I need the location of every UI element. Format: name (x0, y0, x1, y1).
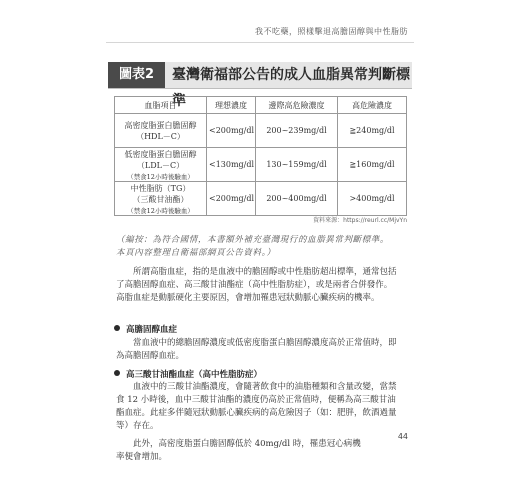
lipid-item-cell (115, 148, 207, 182)
lipid-item-name: 中性脂肪（TG） (130, 183, 191, 193)
lipid-item-cell (115, 182, 207, 216)
table-header-row (115, 97, 407, 114)
table-row (115, 114, 407, 148)
closing-paragraph: 此外，高密度脂蛋白膽固醇低於 40mg/dl 時，罹患冠心病機率便會增加。 (116, 439, 361, 462)
table-row (115, 148, 407, 182)
column-header: 高危險濃度 (338, 97, 407, 114)
lipid-standards-table (114, 96, 407, 216)
high-risk-value: >400mg/dl (338, 182, 407, 216)
section-body-hypertriglyceridemia: 血液中的三酸甘油酯濃度，會隨著飲食中的油脂種類和含量改變，當禁食 12 小時後，血中三酸甘油酯的濃度仍高於正常值時，便稱為高三酸甘油酯血症。此症多伴隨冠狀動脈心臟疾病的高危險因子（如：肥胖，飲酒過量等）存在。 (116, 382, 397, 431)
high-risk-value: ≧160mg/dl (338, 148, 407, 182)
source-citation: 資料來源：https://reurl.cc/MjvYn (313, 217, 407, 224)
editor-note: （編按：為符合國情，本書額外補充臺灣現行的血脂異常判斷標準。本頁內容整理自衛福部網頁公告資料。） (116, 235, 390, 258)
lipid-item-name: 低密度脂蛋白膽固醇 (124, 149, 197, 159)
lipid-item-name: 高密度脂蛋白膽固醇 (124, 120, 197, 130)
figure-title: 臺灣衛福部公告的成人血脂異常判斷標準 (172, 67, 410, 109)
borderline-value: 130~159mg/dl (256, 148, 338, 182)
intro-paragraph: 所謂高脂血症，指的是血液中的膽固醇或中性脂肪超出標準，通常包括了高膽固醇血症、高三酸甘油酯症（高中性脂肪症），或是兩者合併發作。高脂血症是動脈硬化主要原因，會增加罹患冠狀動脈心臟疾病的機率。 (116, 267, 397, 303)
section-heading-hypercholesterolemia (114, 323, 177, 335)
table-row (115, 182, 407, 216)
lipid-item-abbrev: （HDL－C） (136, 131, 185, 141)
section-heading-hypertriglyceridemia (114, 368, 262, 380)
running-header: 我不吃藥，照樣擊退高膽固醇與中性脂肪 (255, 27, 408, 36)
lipid-item-abbrev: （三酸甘油酯） (132, 194, 189, 204)
ideal-value: <130mg/dl (207, 148, 256, 182)
fasting-note: （禁食12小時後驗血） (127, 206, 194, 215)
column-header: 血脂項目 (115, 97, 207, 114)
section-heading-text: 高三酸甘油酯血症（高中性脂肪症） (126, 370, 263, 380)
lipid-item-cell (115, 114, 207, 148)
lipid-item-abbrev: （LDL－C） (136, 160, 185, 170)
page-number: 44 (397, 432, 408, 441)
bullet-icon (114, 325, 120, 331)
section-heading-text: 高膽固醇血症 (126, 325, 178, 335)
ideal-value: <200mg/dl (207, 114, 256, 148)
column-header: 邊際高危險濃度 (256, 97, 338, 114)
borderline-value: 200~239mg/dl (256, 114, 338, 148)
high-risk-value: ≧240mg/dl (338, 114, 407, 148)
bullet-icon (114, 370, 120, 376)
ideal-value: <200mg/dl (207, 182, 256, 216)
borderline-value: 200~400mg/dl (256, 182, 338, 216)
figure-badge: 圖表2 (108, 62, 165, 88)
column-header: 理想濃度 (207, 97, 256, 114)
section-body-hypercholesterolemia: 當血液中的總膽固醇濃度或低密度脂蛋白膽固醇濃度高於正常值時，即為高膽固醇血症。 (116, 338, 397, 361)
header-divider (106, 42, 414, 43)
fasting-note: （禁食12小時後驗血） (127, 172, 194, 181)
